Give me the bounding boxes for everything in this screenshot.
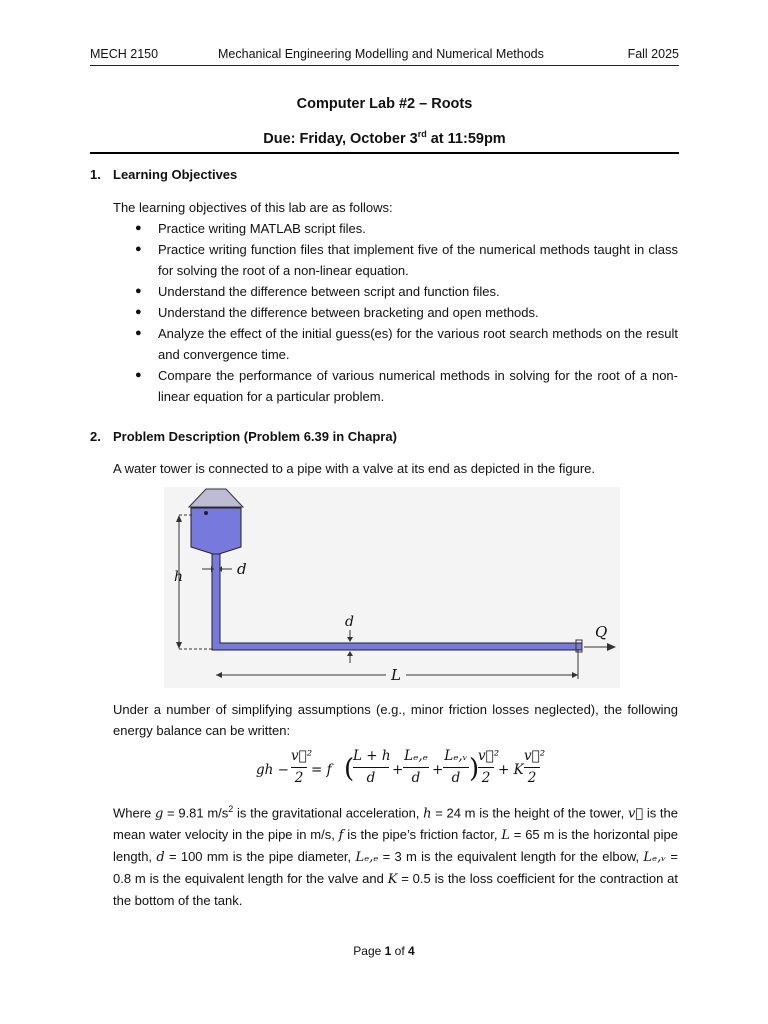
- bullet-icon: ●: [135, 306, 142, 318]
- bullet-icon: ●: [135, 243, 142, 255]
- water-tower-figure: [164, 487, 620, 688]
- course-code: MECH 2150: [90, 47, 159, 61]
- header-divider: [90, 65, 679, 66]
- page-footer: Page 1 of 4: [353, 944, 415, 958]
- section-2-heading: 2. Problem Description (Problem 6.39 in Chapra): [90, 429, 397, 444]
- bullet-icon: ●: [135, 222, 142, 234]
- list-item: ● Understand the difference between bracketing and open methods.: [113, 302, 678, 323]
- section-1-heading: 1. Learning Objectives: [90, 167, 238, 182]
- water-level-marker: [204, 511, 208, 515]
- label-h: h: [174, 569, 184, 585]
- objectives-list: [113, 218, 678, 407]
- page-header: [90, 47, 679, 65]
- label-L: L: [391, 666, 401, 684]
- bullet-icon: ●: [135, 327, 142, 339]
- list-item: ● Compare the performance of various numerical methods in solving for the root of a non-linear equation for a particular problem.: [113, 365, 678, 407]
- objectives-intro: The learning objectives of this lab are as follows:: [113, 200, 393, 215]
- title-divider: [90, 152, 679, 154]
- list-item: ● Practice writing MATLAB script files.: [113, 218, 678, 239]
- bullet-icon: ●: [135, 285, 142, 297]
- energy-balance-equation: gh − v⃗² 2 = f ( L + h d + Lₑ,ₑ d + Lₑ,ᵥ d ) v⃗² 2 + K v⃗² 2: [256, 748, 546, 786]
- course-title: Mechanical Engineering Modelling and Numerical Methods: [218, 47, 544, 61]
- label-Q: Q: [595, 623, 608, 641]
- label-d-pipe: d: [345, 614, 354, 630]
- due-date: Due: Friday, October 3rd at 11:59pm: [263, 129, 506, 147]
- tank: [191, 508, 241, 555]
- lab-title: Computer Lab #2 – Roots: [296, 96, 473, 112]
- bullet-icon: ●: [135, 369, 142, 381]
- term: Fall 2025: [627, 47, 679, 61]
- energy-balance-intro: Under a number of simplifying assumptions (e.g., minor friction losses neglected), the following energy balance can be written:: [113, 702, 678, 738]
- problem-intro: A water tower is connected to a pipe with a valve at its end as depicted in the figure.: [113, 461, 596, 476]
- list-item: ● Analyze the effect of the initial guess(es) for the various root search methods on the result and convergence time.: [113, 323, 678, 365]
- variable-definitions: Where g = 9.81 $m/s^2$ is the gravitational acceleration, h = 24 m is the height of the tower, v⃗ is the mean water velocity in the pipe in m/s, f is the pipe’s friction factor, L = 65 m is the horizontal pipe length, d = 100 mm is the pipe diameter, Lₑ,ₑ = 3 m is the equivalent length for the elbow, Lₑ,ᵥ = 0.8 m is the equivalent length for the valve and K = 0.5 is the loss coefficient for the contraction at the bottom of the tank.: [113, 804, 678, 909]
- list-item: ● Practice writing function files that implement five of the numerical methods taught in class for solving the root of a non-linear equation.: [113, 239, 678, 281]
- list-item: ● Understand the difference between script and function files.: [113, 281, 678, 302]
- label-d-top: d: [237, 560, 247, 578]
